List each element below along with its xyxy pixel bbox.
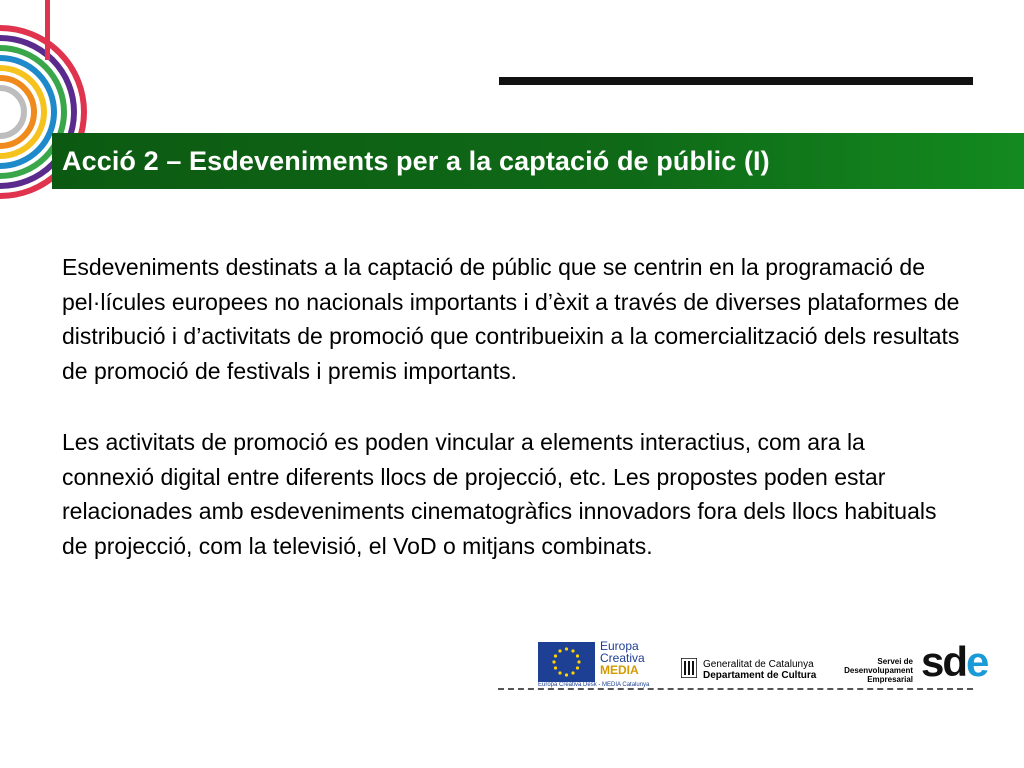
sde-logo-d: d — [942, 638, 967, 685]
sde-logo — [921, 640, 987, 684]
europa-desk-caption: Europa Creativa Desk - MEDIA Catalunya — [538, 682, 650, 688]
body-paragraph-1: Esdeveniments destinats a la captació de públic que se centrin en la programació de pel·lícules europees no nacionals importants i d’èxit a través de diverses plataformes de distribució i d’activitats de promoció que contribueixin a la comercialització dels resultats de promoció de festivals i premis importants. — [62, 254, 960, 384]
top-divider-line — [499, 77, 973, 85]
media-label: MEDIA — [600, 663, 639, 677]
slide-body — [62, 250, 962, 563]
creativa-label: Creativa — [600, 651, 645, 665]
generalitat-label: Generalitat de Catalunya — [703, 659, 814, 670]
sde-logo-e: e — [966, 638, 988, 685]
departament-label: Departament de Cultura — [703, 670, 817, 681]
footer-dashed-divider — [498, 688, 973, 690]
generalitat-emblem-icon — [681, 658, 697, 678]
footer-logos — [538, 638, 988, 694]
sde-caption-line-2: Desenvolupament — [844, 666, 913, 675]
eu-flag-icon — [538, 642, 595, 682]
sde-caption-line-1: Servei de — [877, 657, 913, 666]
sde-caption — [838, 657, 913, 684]
slide-title: Acció 2 – Esdeveniments per a la captació de públic (I) — [62, 145, 770, 176]
title-bar — [52, 133, 1024, 189]
sde-caption-line-3: Empresarial — [867, 675, 913, 684]
europa-label: Europa — [600, 639, 639, 653]
generalitat-logo-text — [703, 659, 816, 681]
body-paragraph-2: Les activitats de promoció es poden vincular a elements interactius, com ara la connexió digital entre diferents llocs de projecció, etc. Les propostes poden estar relacionades amb esdeveniments cinematogràfics innovadors fora dels llocs habituals de projecció, com la televisió, el VoD o mitjans combinats. — [62, 429, 937, 559]
decorative-concentric-arcs — [0, 0, 95, 230]
sde-logo-s: s — [921, 638, 943, 685]
europa-creativa-logo-text — [600, 640, 645, 676]
